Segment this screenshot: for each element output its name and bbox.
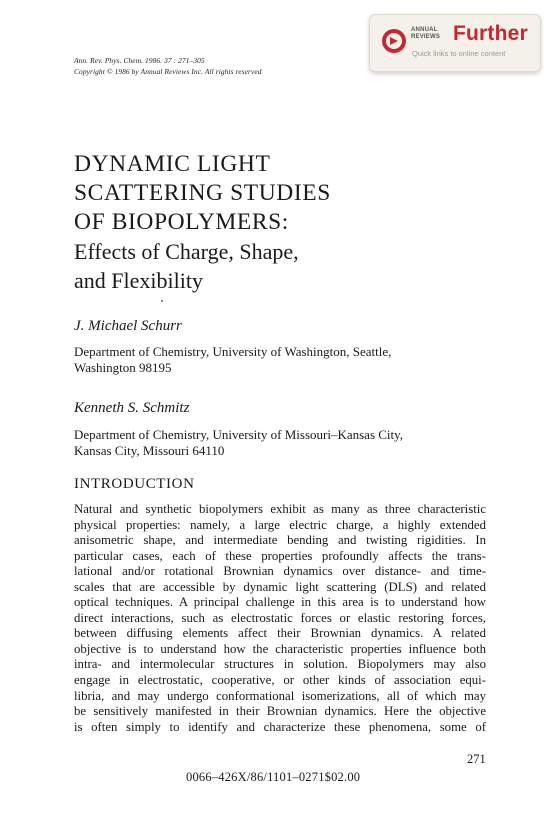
affiliation-line: Kansas City, Missouri 64110 — [74, 442, 225, 458]
body-line: Natural and synthetic biopolymers exhibit as many as three characteristic — [74, 502, 486, 516]
body-line: engage in electrostatic, cooperative, or other kinds of association equi- — [74, 673, 486, 688]
body-line: between diffusing elements affect their Brownian dynamics. A related — [74, 626, 486, 641]
title-line: DYNAMIC LIGHT — [74, 151, 271, 177]
journal-citation — [74, 56, 262, 77]
author-name: J. Michael Schurr — [74, 318, 182, 334]
section-heading: INTRODUCTION — [74, 476, 195, 492]
body-line: libria, and may undergo conformational isomerizations, all of which may — [74, 688, 486, 703]
scan-speck — [161, 300, 163, 302]
body-line: lational and/or rotational Brownian dynamics over distance- and time- — [74, 564, 486, 579]
copyright-line: Copyright © 1986 by Annual Reviews Inc. All rights reserved — [74, 66, 262, 76]
further-badge[interactable] — [369, 14, 541, 72]
subtitle-line: Effects of Charge, Shape, — [74, 239, 299, 264]
article-title — [74, 150, 331, 237]
page-number: 271 — [467, 752, 486, 766]
author-name: Kenneth S. Schmitz — [74, 400, 190, 416]
reviews-text: REVIEWS — [411, 33, 441, 40]
body-line: is often simply to identify and characterize these phenomena, some of — [74, 719, 486, 734]
affiliation-line: Washington 98195 — [74, 359, 172, 375]
body-line: direct interactions, such as electrostatic forces or elastic restoring forces, — [74, 610, 486, 625]
body-line: anisometric shape, and intermediate bending and twisting rigidities. In — [74, 533, 486, 548]
article-subtitle — [74, 237, 299, 295]
body-line: be sensitively manifested in their Brownian dynamics. Here the objective — [74, 704, 486, 719]
annual-reviews-wordmark — [411, 27, 440, 40]
body-line: intra- and intermolecular structures in solution. Biopolymers may also — [74, 657, 486, 672]
author-affiliation — [74, 427, 403, 458]
body-line: optical techniques. A principal challenge in this area is to understand how — [74, 595, 486, 610]
body-line: particular cases, each of these properties profoundly affects the trans- — [74, 548, 486, 563]
body-line: physical properties: namely, a large electric charge, a highly extended — [74, 517, 486, 532]
body-line: scales that are accessible by dynamic light scattering (DLS) and related — [74, 579, 486, 594]
footer-code: 0066–426X/86/1101–0271$02.00 — [186, 770, 361, 784]
author-affiliation — [74, 344, 391, 375]
affiliation-line: Department of Chemistry, University of Missouri–Kansas City, — [74, 427, 404, 442]
body-text — [74, 502, 486, 735]
title-line: SCATTERING STUDIES — [74, 180, 331, 206]
further-word: Further — [453, 22, 528, 45]
affiliation-line: Department of Chemistry, University of Washington, Seattle, — [74, 344, 392, 359]
subtitle-line: and Flexibility — [74, 268, 203, 293]
body-line: objective is to understand how the characteristic properties influence both — [74, 641, 486, 656]
annual-text: ANNUAL — [411, 27, 438, 33]
title-line: OF BIOPOLYMERS: — [74, 209, 289, 235]
annual-reviews-logo-icon — [381, 28, 407, 54]
citation-line: Ann. Rev. Phys. Chem. 1986. 37 : 271–305 — [74, 56, 205, 65]
further-subtext: Quick links to online content — [412, 49, 506, 58]
